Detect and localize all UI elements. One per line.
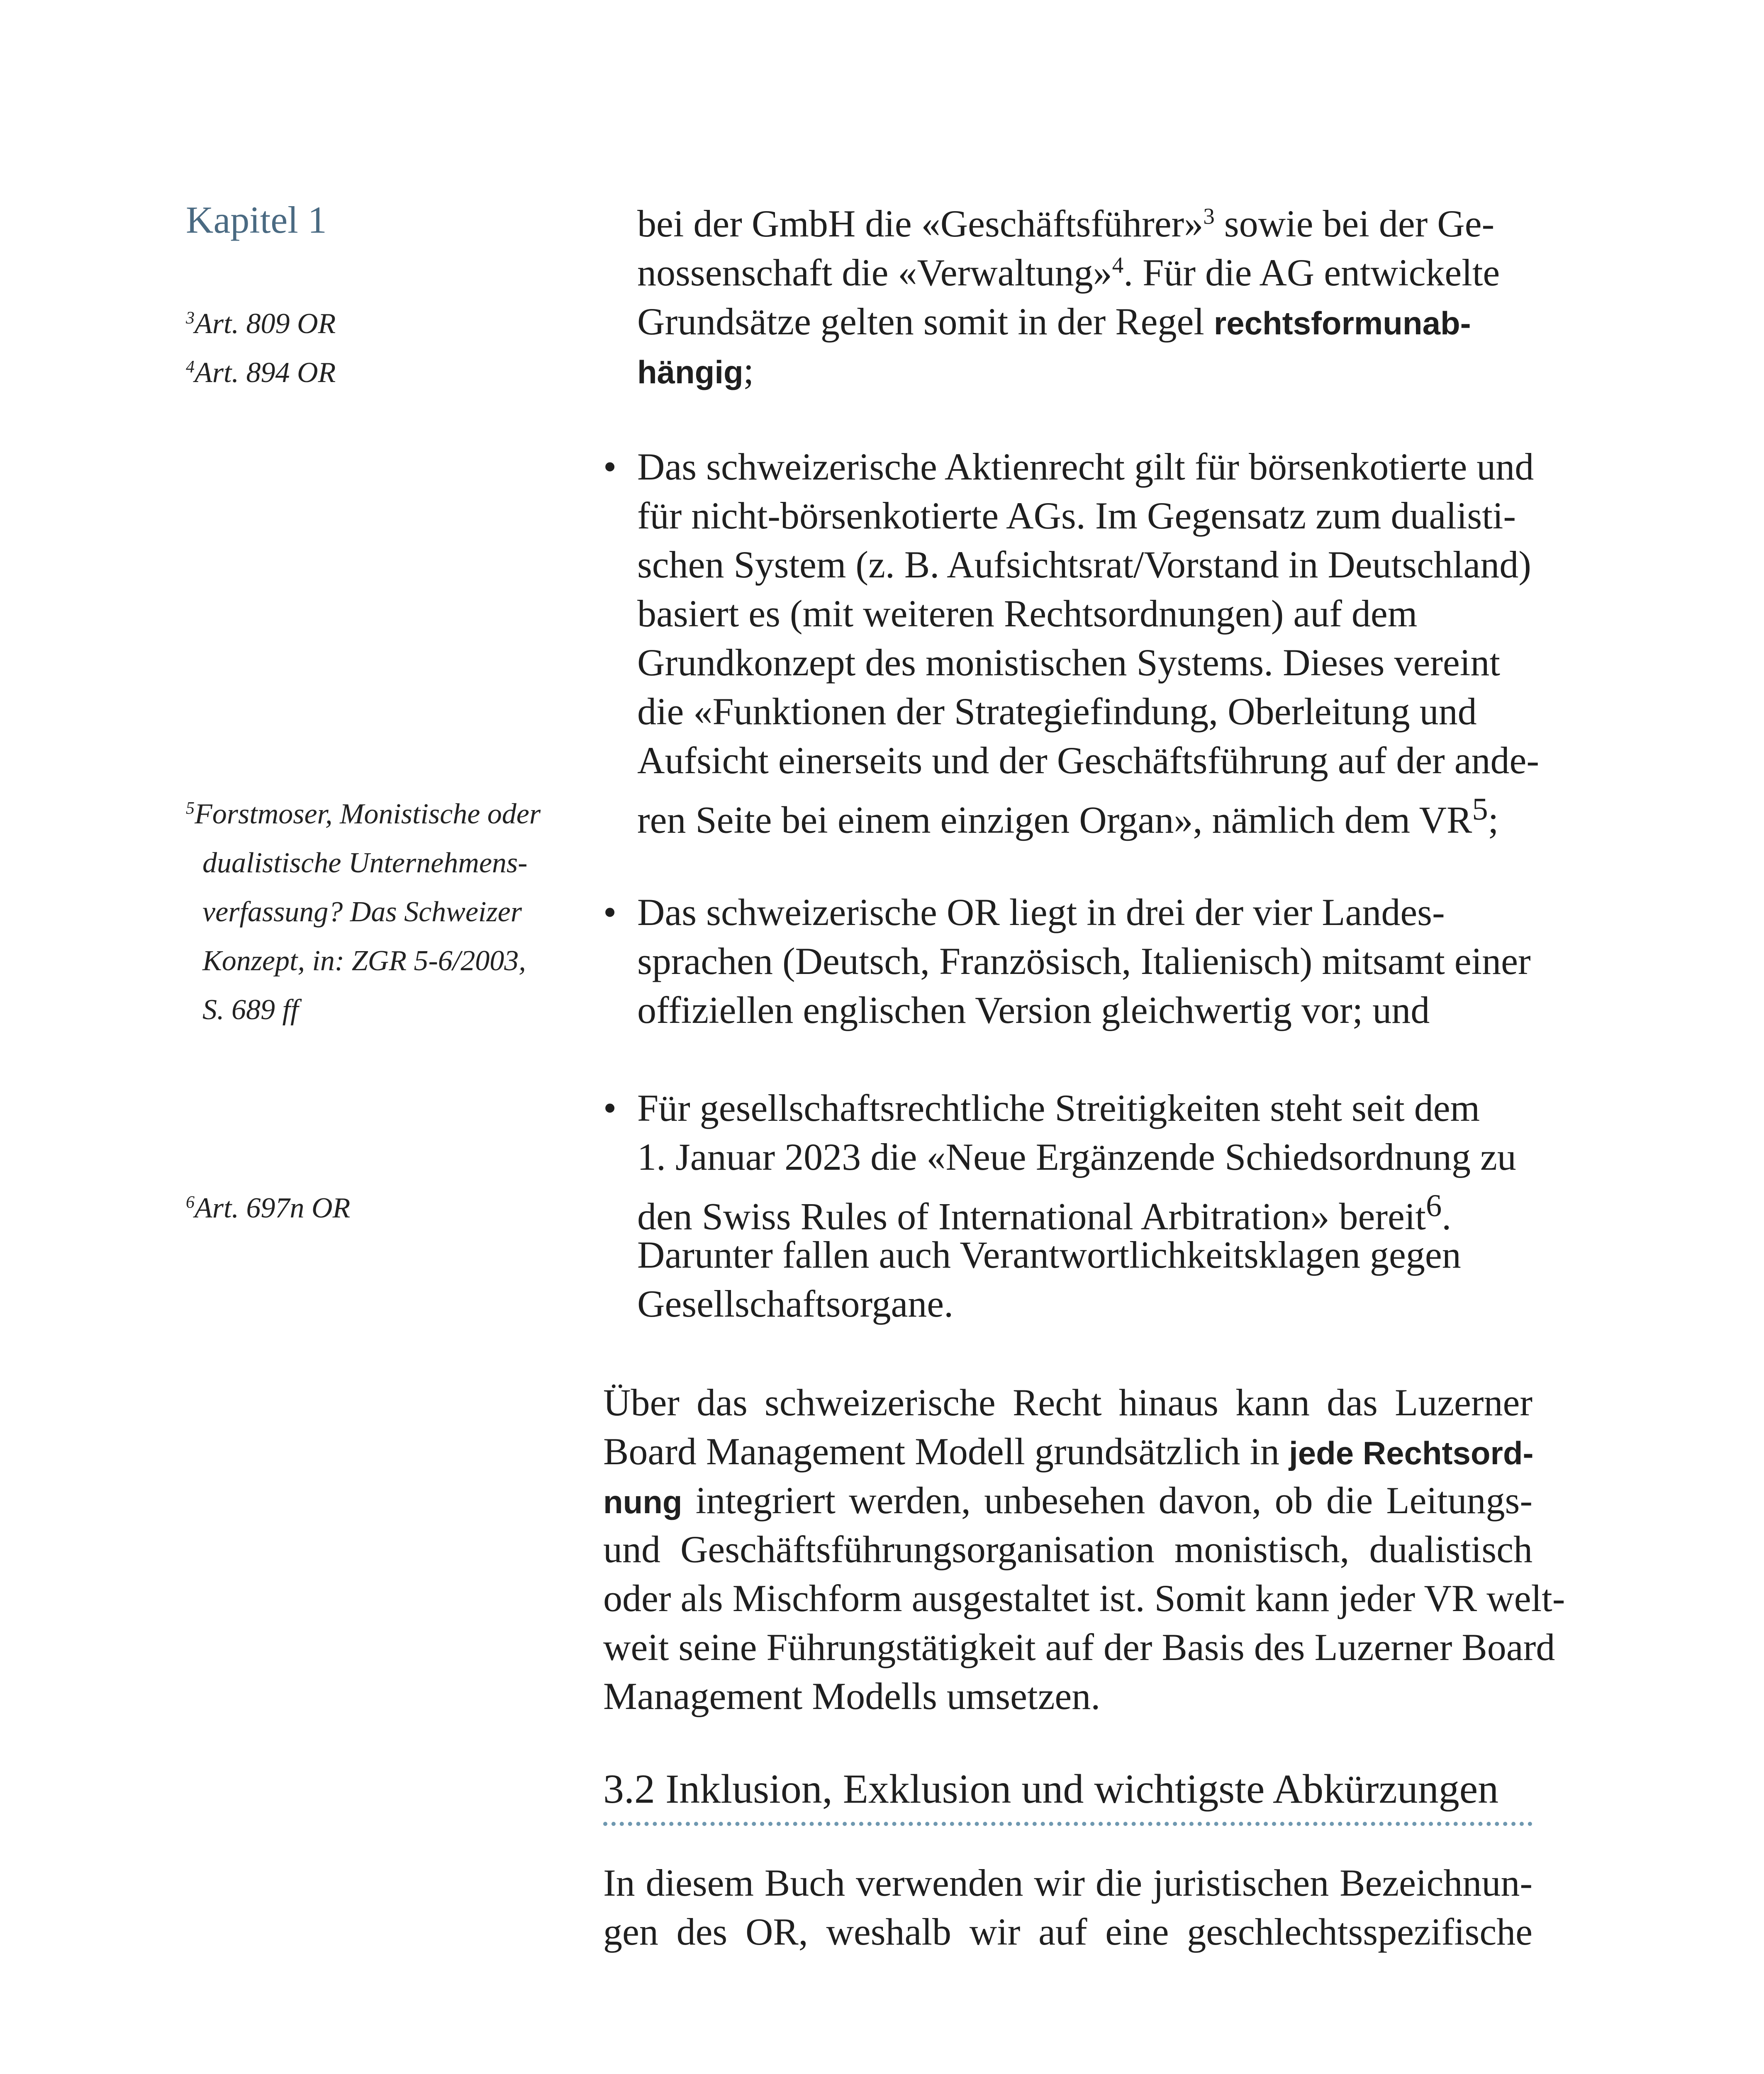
margin-note-5: $^5$Forstmoser, Monistische oder dualistische Unternehmens- verfassung? Das Schweizer Konzept, in: ZGR 5-6/2003, S. 689 ff [186, 798, 541, 1026]
emphasis-jede-rechtsordnung: jede Rechtsord- [1289, 1435, 1534, 1471]
section-heading: 3.2 Inklusion, Exklusion und wichtigste Abkürzungen [603, 1766, 1499, 1812]
bullet-item-2: • Das schweizerische OR liegt in drei der vier Landes- sprachen (Deutsch, Französisch, Italienisch) mitsamt einer offiziellen englischen Version gleichwertig vor; und [637, 888, 1533, 1035]
emphasis-rechtsformunabhaengig: rechtsformunab- [1213, 305, 1471, 341]
closing-paragraph: In diesem Buch verwenden wir die juristischen Bezeichnun- gen des OR, weshalb wir auf eine geschlechtsspezifische [603, 1862, 1533, 1953]
bullet-icon: • [603, 891, 617, 933]
bullet-item-1: • Das schweizerische Aktienrecht gilt für börsenkotierte und für nicht-börsenkotierte AGs. Im Gegensatz zum dualisti- schen System (z. B. Aufsichtsrat/Vorstand in Deutschland) basiert es (mit weiteren Rechtsordnungen) auf dem Grundkonzept des monistischen Systems. Dieses vereint die «Funktionen der Strategiefindung, Oberleitung und Aufsicht einerseits und der Geschäftsführung auf der ande- ren Seite bei einem einzigen Organ», nämlich dem $VR^5$; [637, 442, 1533, 834]
bullet-item-3: • Für gesellschaftsrechtliche Streitigkeiten steht seit dem 1. Januar 2023 die «Neue Ergänzende Schiedsordnung zu den Swiss Rules of International Arbitration» bereit$^6$. Darunter fallen auch Verantwortlichkeitsklagen gegen Gesellschaftsorgane. [637, 1083, 1533, 1328]
intro-text: bei der GmbH die «Geschäftsführer»$^3$ sowie bei der Ge- nossenschaft die «Verwaltung»$^4$. Für die AG entwickelte Grundsätze gelten somit in der Regel rechtsformunab- hängig; [637, 202, 1500, 392]
chapter-label: Kapitel 1 [186, 199, 327, 241]
bullet-icon: • [603, 445, 617, 488]
body-paragraph: Über das schweizerische Recht hinaus kann das Luzerner Board Management Modell grundsätzlich in jede Rechtsord- nung integriert werden, unbesehen davon, ob die Leitungs- und Geschäftsführungsorganisation monistisch, dualistisch oder als Mischform ausgestaltet ist. Somit kann jeder VR welt- weit seine Führungstätigkeit auf der Basis des Luzerner Board Management Modells umsetzen. [603, 1381, 1565, 1717]
heading-divider [603, 1822, 1533, 1826]
margin-note-3: $^3$Art. 809 OR [186, 308, 336, 340]
bullet-icon: • [603, 1087, 617, 1129]
margin-note-4: $^4$Art. 894 OR [186, 357, 336, 389]
margin-note-6: $^6$Art. 697n OR [186, 1192, 351, 1224]
